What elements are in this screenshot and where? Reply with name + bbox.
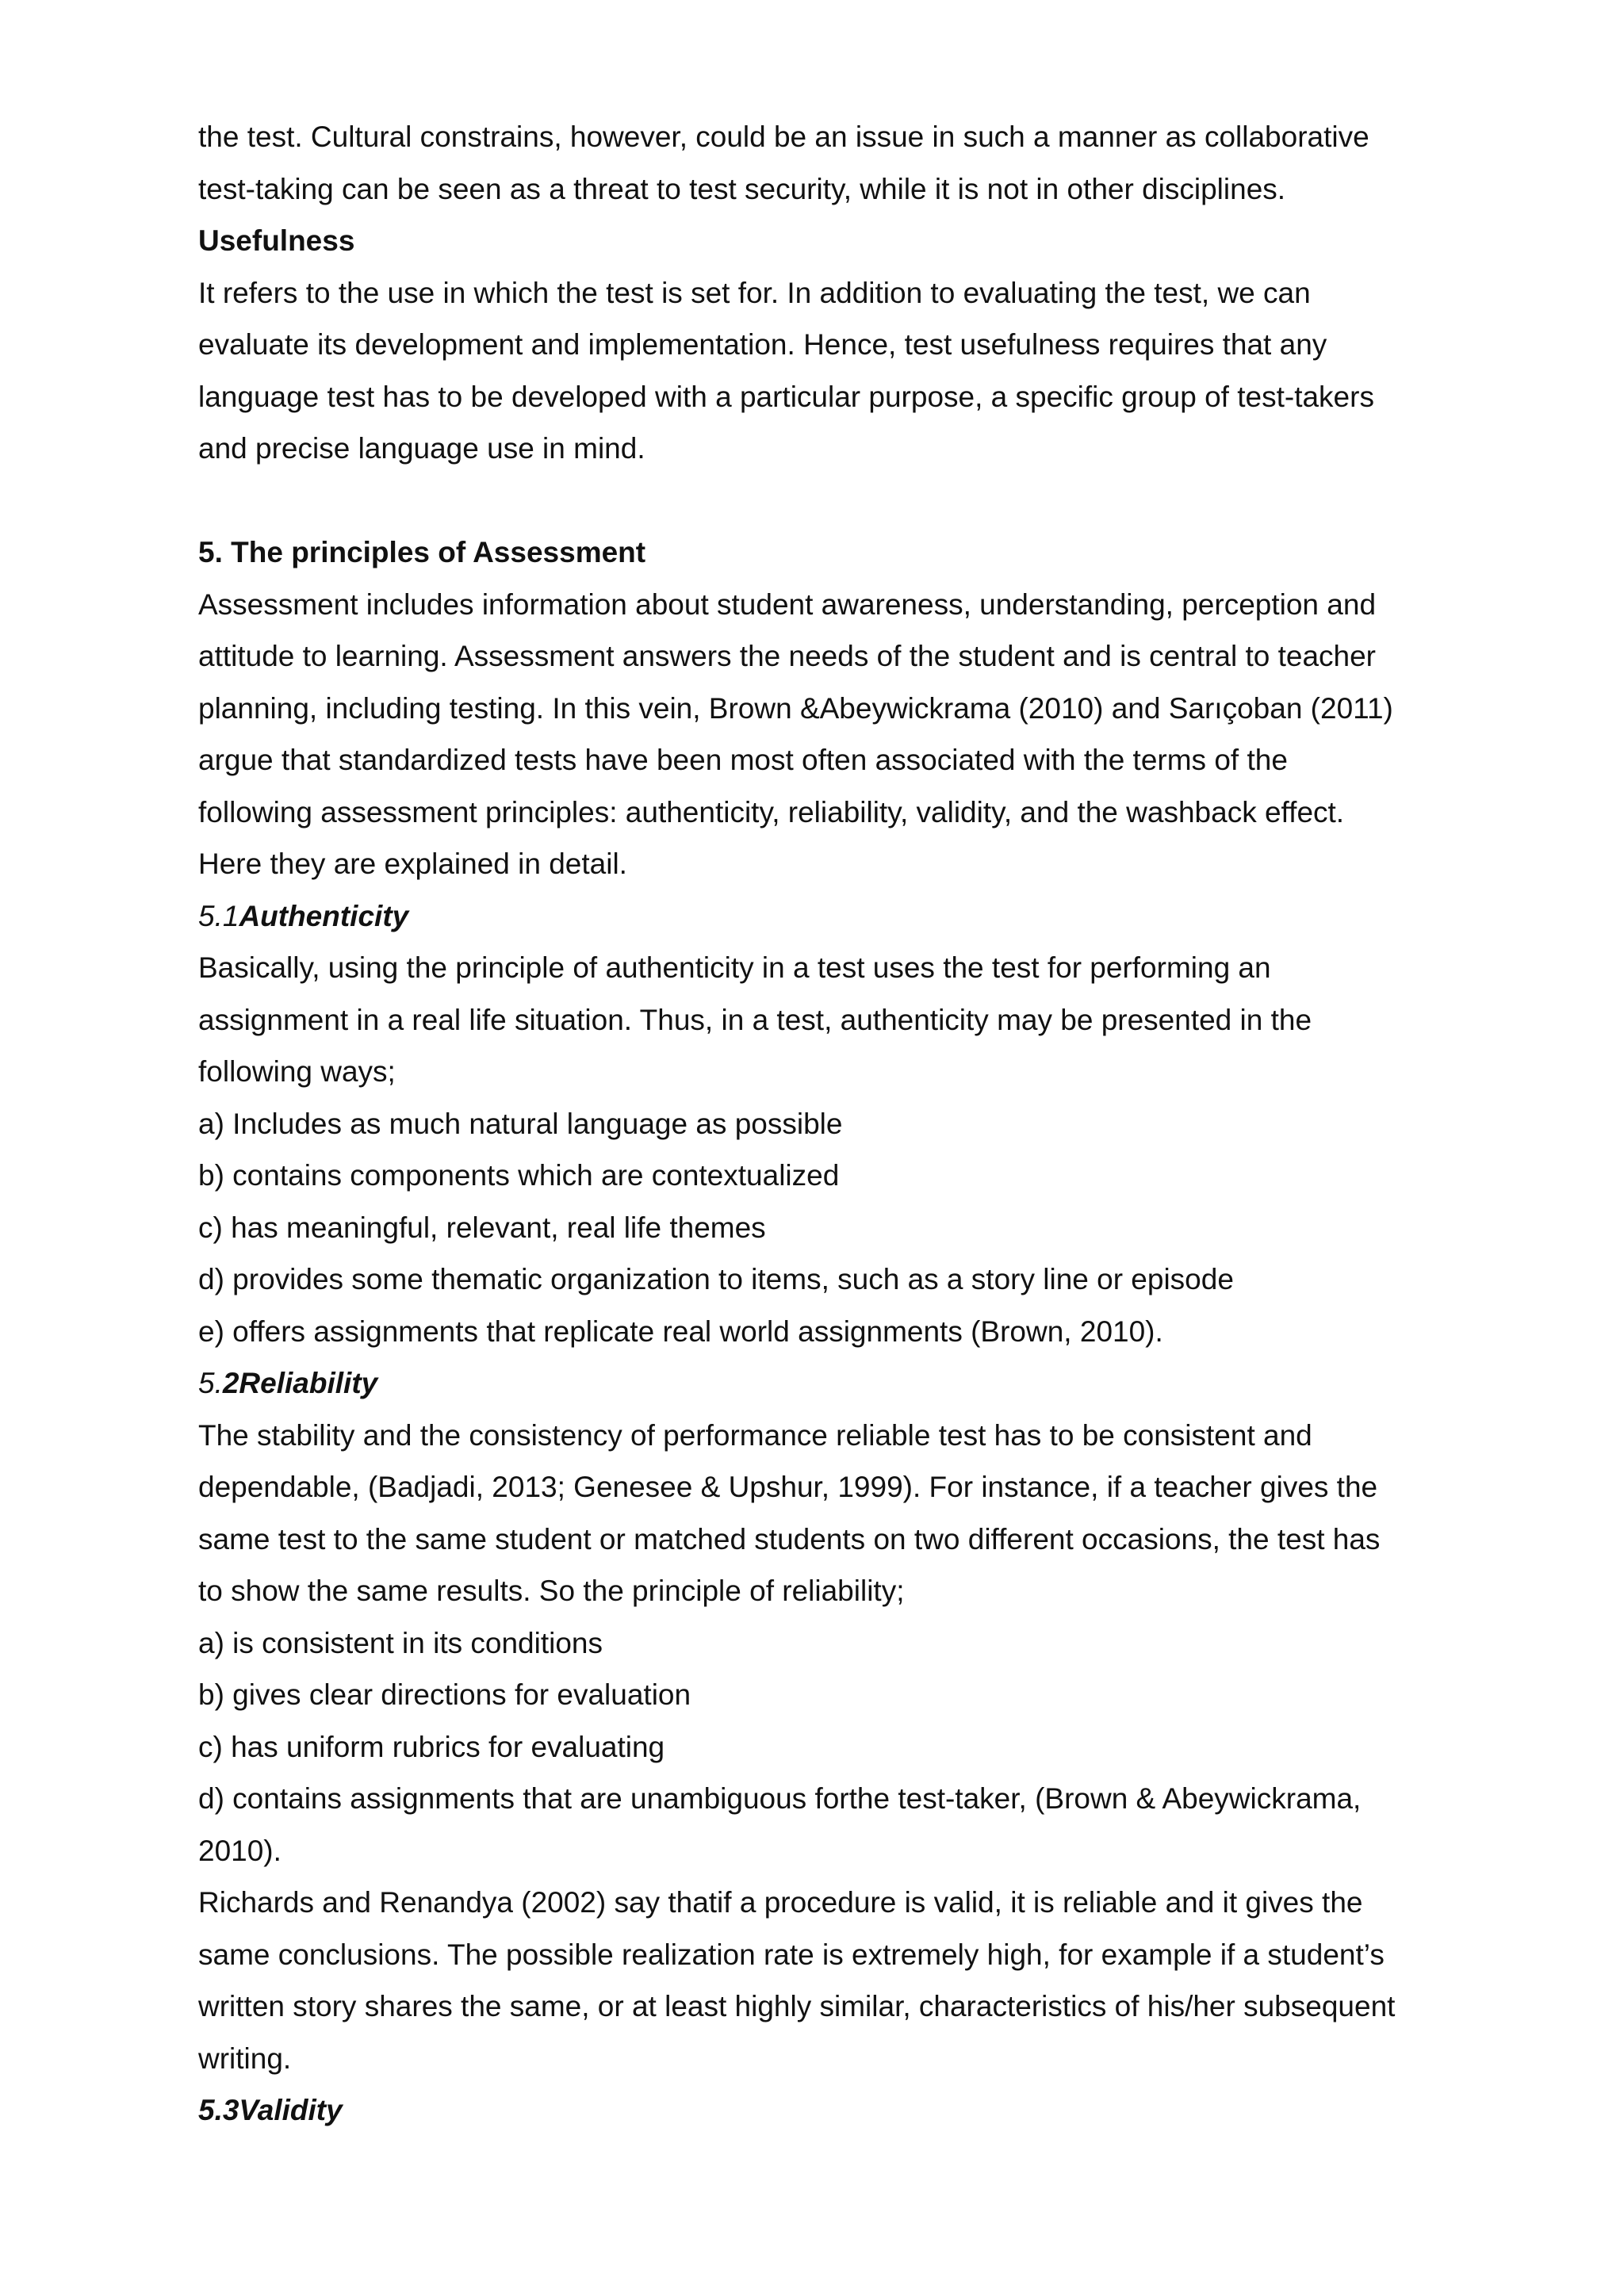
section-5-line-4: argue that standardized tests have been most often associated with the terms of the	[198, 744, 1288, 776]
reliability-item-d-cont: 2010).	[198, 1834, 282, 1867]
usefulness-line-3: language test has to be developed with a particular purpose, a specific group of test-takers	[198, 380, 1374, 413]
reliability-line-2: dependable, (Badjadi, 2013; Genesee & Upshur, 1999). For instance, if a teacher gives the	[198, 1471, 1378, 1503]
subsection-5-2-number: 5.	[198, 1367, 223, 1399]
subsection-5-1-heading	[198, 890, 1451, 943]
reliability-item-b: b) gives clear directions for evaluation	[198, 1678, 691, 1711]
section-5-line-6: Here they are explained in detail.	[198, 848, 627, 880]
section-5-line-5: following assessment principles: authenticity, reliability, validity, and the washback effect.	[198, 795, 1345, 828]
intro-line-2: test-taking can be seen as a threat to test security, while it is not in other disciplines.	[198, 172, 1286, 205]
authenticity-line-2: assignment in a real life situation. Thus, in a test, authenticity may be presented in the	[198, 1003, 1312, 1036]
section-5-line-3: planning, including testing. In this vein, Brown &Abeywickrama (2010) and Sarıçoban (2011)	[198, 691, 1393, 725]
subsection-5-3-heading: 5.3Validity	[198, 2094, 343, 2126]
authenticity-line-1: Basically, using the principle of authenticity in a test uses the test for performing an	[198, 951, 1271, 984]
reliability-line-3: same test to the same student or matched students on two different occasions, the test has	[198, 1522, 1381, 1556]
reliability-item-c: c) has uniform rubrics for evaluating	[198, 1730, 665, 1763]
authenticity-item-a: a) Includes as much natural language as possible	[198, 1107, 843, 1140]
section-5-line-1: Assessment includes information about student awareness, understanding, perception and	[198, 587, 1377, 621]
usefulness-line-2: evaluate its development and implementation. Hence, test usefulness requires that any	[198, 328, 1327, 361]
authenticity-item-c: c) has meaningful, relevant, real life themes	[198, 1211, 766, 1244]
spacer	[198, 475, 1451, 527]
reliability-item-a: a) is consistent in its conditions	[198, 1626, 603, 1659]
authenticity-item-d: d) provides some thematic organization to items, such as a story line or episode	[198, 1263, 1234, 1295]
intro-line-1: the test. Cultural constrains, however, could be an issue in such a manner as collaborative	[198, 121, 1369, 153]
reliability-para2-line-1: Richards and Renandya (2002) say thatif a procedure is valid, it is reliable and it gives the	[198, 1886, 1363, 1919]
authenticity-item-b: b) contains components which are contextualized	[198, 1159, 840, 1192]
reliability-para2-line-2: same conclusions. The possible realization rate is extremely high, for example if a student’s	[198, 1938, 1385, 1971]
section-5-heading: 5. The principles of Assessment	[198, 536, 646, 568]
authenticity-line-3: following ways;	[198, 1055, 396, 1088]
subsection-5-1-number: 5.1	[198, 899, 239, 932]
reliability-para2-line-3: written story shares the same, or at least highly similar, characteristics of his/her subsequent	[198, 1990, 1396, 2022]
usefulness-heading: Usefulness	[198, 224, 355, 257]
subsection-5-2-heading	[198, 1357, 1451, 1410]
reliability-item-d: d) contains assignments that are unambiguous forthe test-taker, (Brown & Abeywickrama,	[198, 1782, 1362, 1815]
reliability-line-4: to show the same results. So the principle of reliability;	[198, 1575, 905, 1607]
reliability-line-1: The stability and the consistency of performance reliable test has to be consistent and	[198, 1418, 1312, 1452]
usefulness-line-4: and precise language use in mind.	[198, 432, 645, 465]
usefulness-line-1: It refers to the use in which the test is set for. In addition to evaluating the test, we can	[198, 276, 1311, 309]
subsection-5-2-title: 2Reliability	[222, 1367, 378, 1399]
section-5-line-2: attitude to learning. Assessment answers the needs of the student and is central to teacher	[198, 640, 1377, 672]
document-page	[198, 111, 1451, 2137]
authenticity-item-e: e) offers assignments that replicate real world assignments (Brown, 2010).	[198, 1314, 1163, 1348]
subsection-5-1-title: Authenticity	[239, 899, 409, 932]
reliability-para2-line-4: writing.	[198, 2042, 292, 2075]
